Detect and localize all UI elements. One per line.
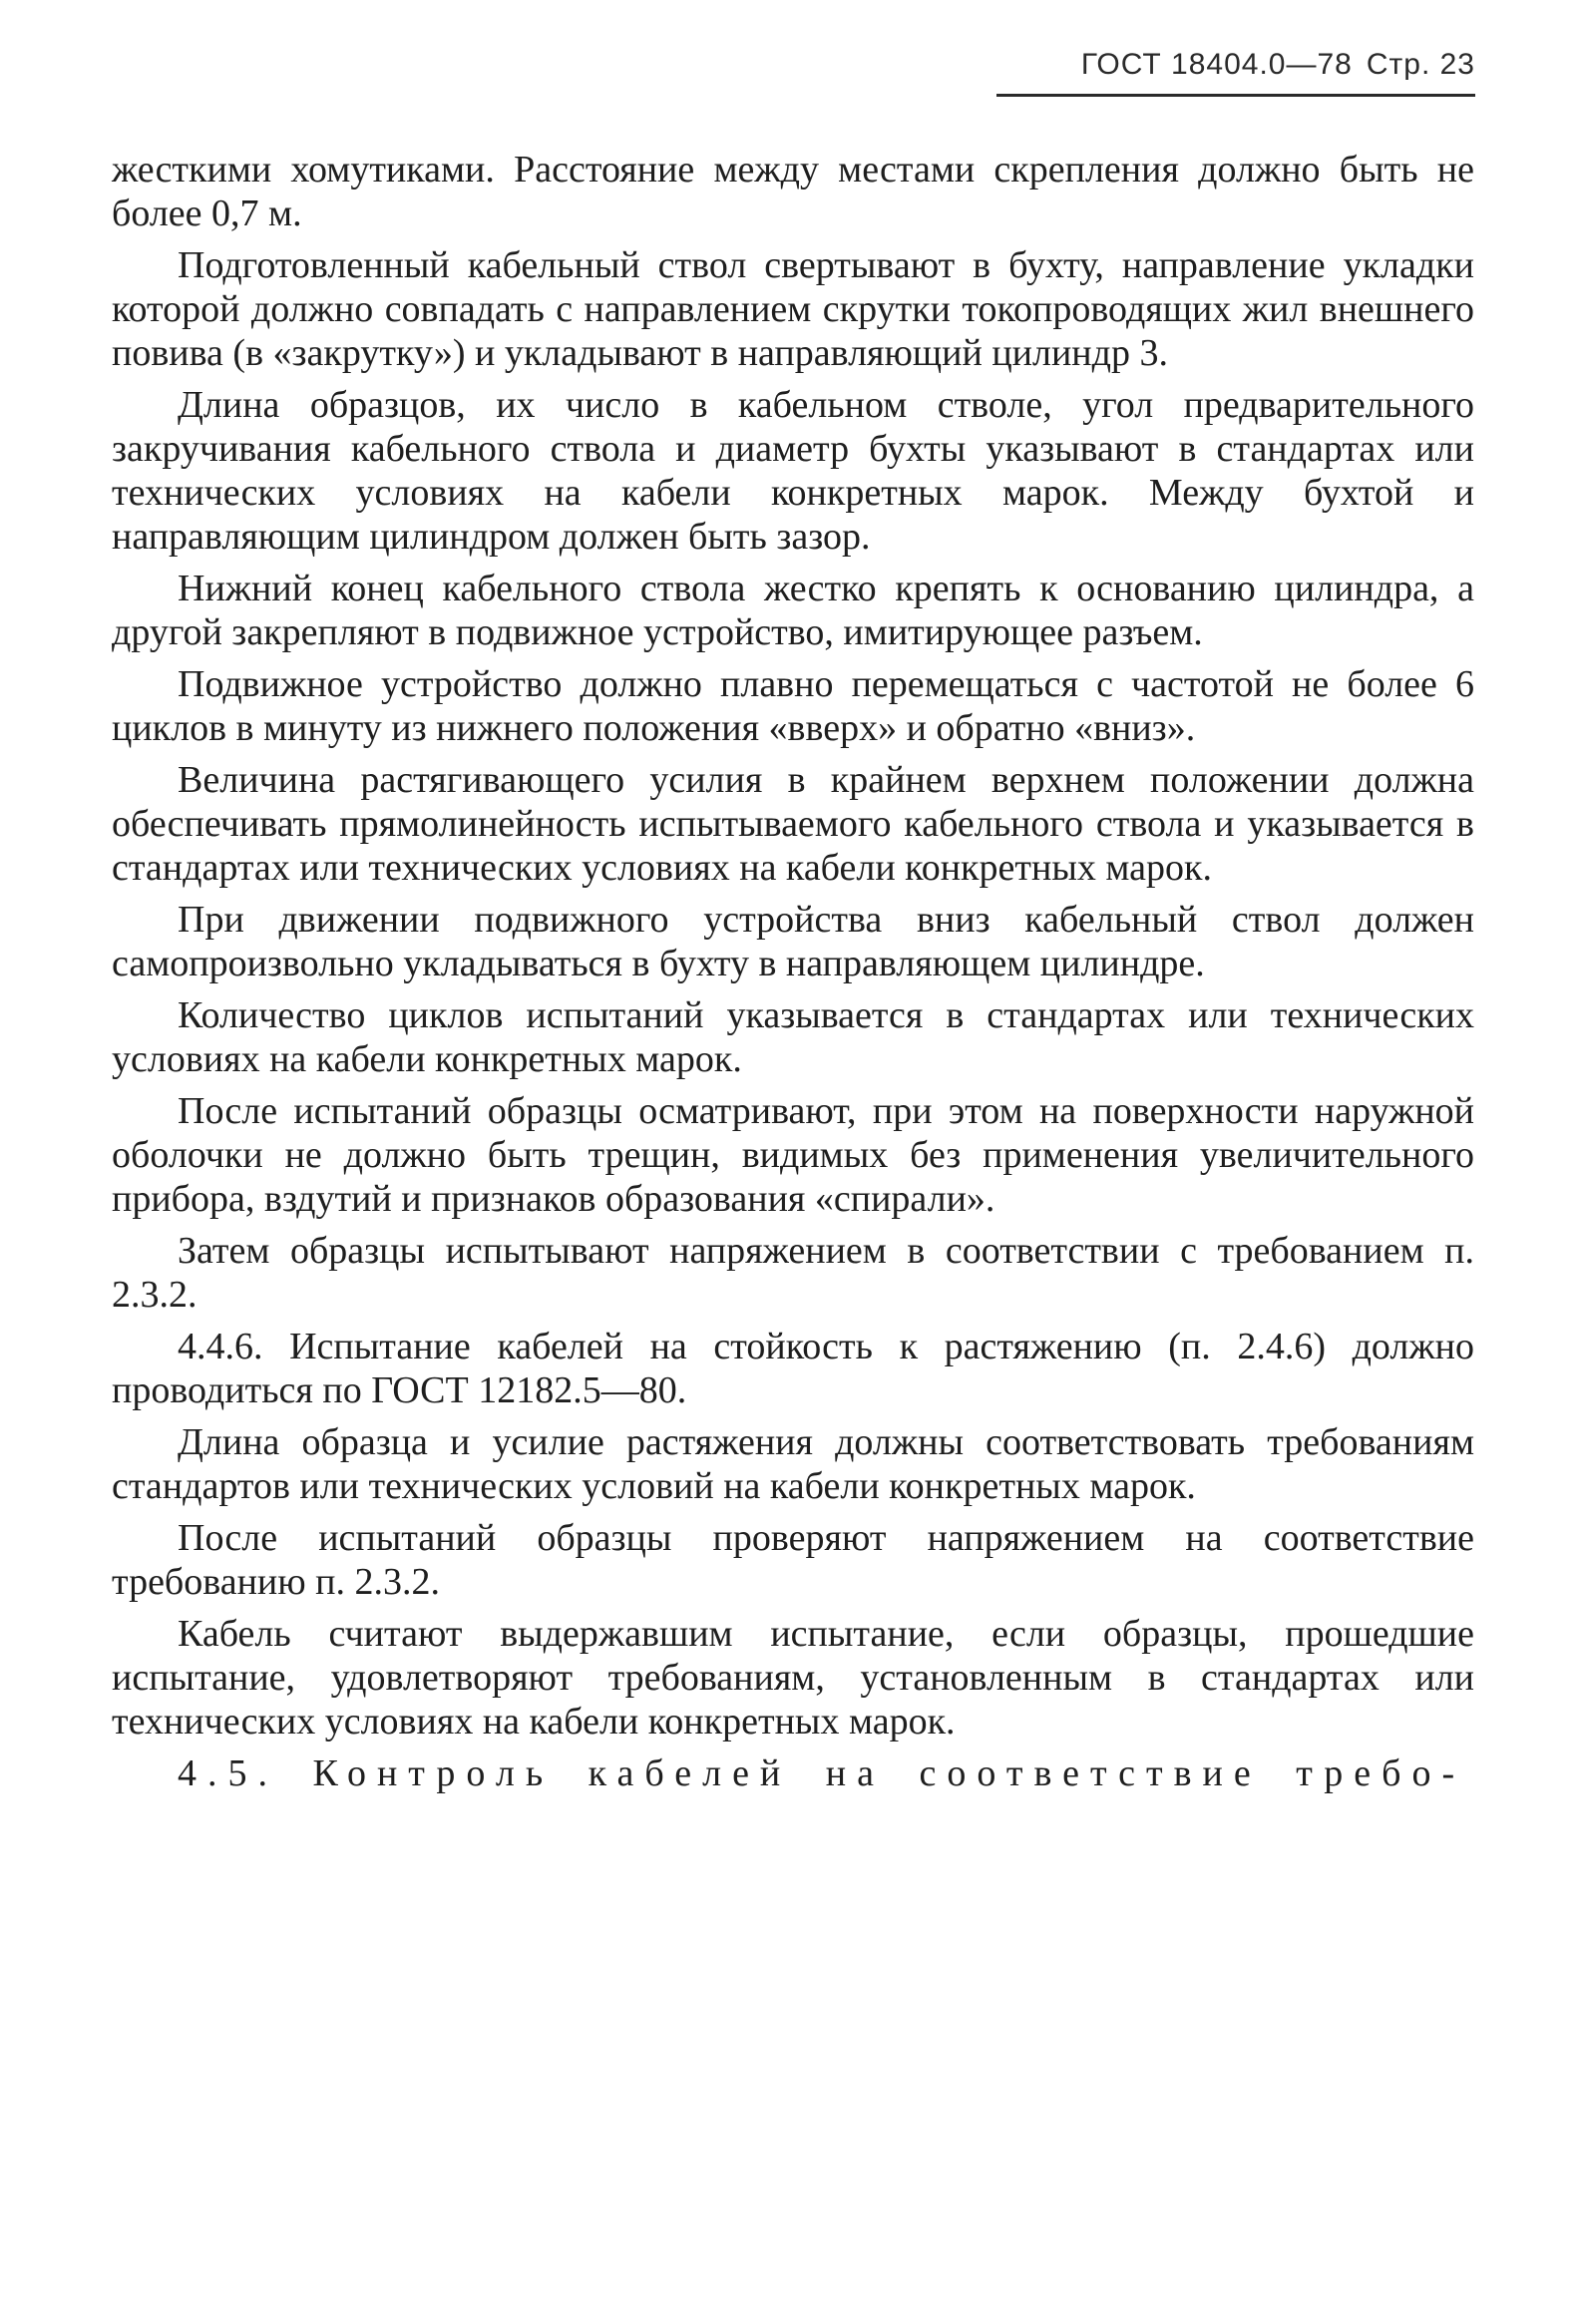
section-heading-text: Контроль кабелей на соответствие требо- <box>312 1752 1466 1794</box>
paragraph-continuation: жесткими хомутиками. Расстояние между местами скрепления должно быть не более 0,7 м. <box>112 149 1474 234</box>
paragraph-coil-winding: Подготовленный кабельный ствол свертывают в бухту, направление укладки которой должно совпадать с направлением скрутки токопроводящих жил внешнего повива (в «закрутку») и укладывают в направляющий цилиндр 3. <box>112 244 1474 374</box>
paragraph-sample-force: Длина образца и усилие растяжения должны соответствовать требованиям стандартов или технических условий на кабели конкретных марок. <box>112 1421 1474 1507</box>
page-number: Стр. 23 <box>1366 48 1475 81</box>
paragraph-downward-motion: При движении подвижного устройства вниз кабельный ствол должен самопроизвольно укладываться в бухту в направляющем цилиндре. <box>112 899 1474 984</box>
document-body <box>112 148 1474 1803</box>
paragraph-post-test-voltage: После испытаний образцы проверяют напряжением на соответствие требованию п. 2.3.2. <box>112 1517 1474 1603</box>
page-header <box>996 48 1475 97</box>
paragraph-sample-length: Длина образцов, их число в кабельном стволе, угол предварительного закручивания кабельного ствола и диаметр бухты указывают в стандартах или технических условиях на кабели конкретных марок. Между бухтой и направляющим цилиндром должен быть зазор. <box>112 384 1474 558</box>
paragraph-tensile-force: Величина растягивающего усилия в крайнем верхнем положении должна обеспечивать прямолинейность испытываемого кабельного ствола и указывается в стандартах или технических условиях на кабели конкретных марок. <box>112 759 1474 889</box>
paragraph-movable-device: Подвижное устройство должно плавно перемещаться с частотой не более 6 циклов в минуту из нижнего положения «вверх» и обратно «вниз». <box>112 663 1474 749</box>
paragraph-acceptance: Кабель считают выдержавшим испытание, если образцы, прошедшие испытание, удовлетворяют требованиям, установленным в стандартах или технических условиях на кабели конкретных марок. <box>112 1613 1474 1743</box>
paragraph-clause-4-4-6: 4.4.6. Испытание кабелей на стойкость к растяжению (п. 2.4.6) должно проводиться по ГОСТ 12182.5—80. <box>112 1326 1474 1411</box>
section-number: 4.5. <box>178 1752 278 1794</box>
paragraph-cycle-count: Количество циклов испытаний указывается в стандартах или технических условиях на кабели конкретных марок. <box>112 994 1474 1080</box>
paragraph-lower-end-fixing: Нижний конец кабельного ствола жестко крепять к основанию цилиндра, а другой закрепляют в подвижное устройство, имитирующее разъем. <box>112 568 1474 653</box>
section-heading <box>112 1751 1474 1795</box>
paragraph-voltage-test: Затем образцы испытывают напряжением в соответствии с требованием п. 2.3.2. <box>112 1230 1474 1316</box>
paragraph-inspection: После испытаний образцы осматривают, при этом на поверхности наружной оболочки не должно быть трещин, видимых без применения увеличительного прибора, вздутий и признаков образования «спирали». <box>112 1090 1474 1220</box>
standard-number: ГОСТ 18404.0—78 <box>1080 48 1353 81</box>
